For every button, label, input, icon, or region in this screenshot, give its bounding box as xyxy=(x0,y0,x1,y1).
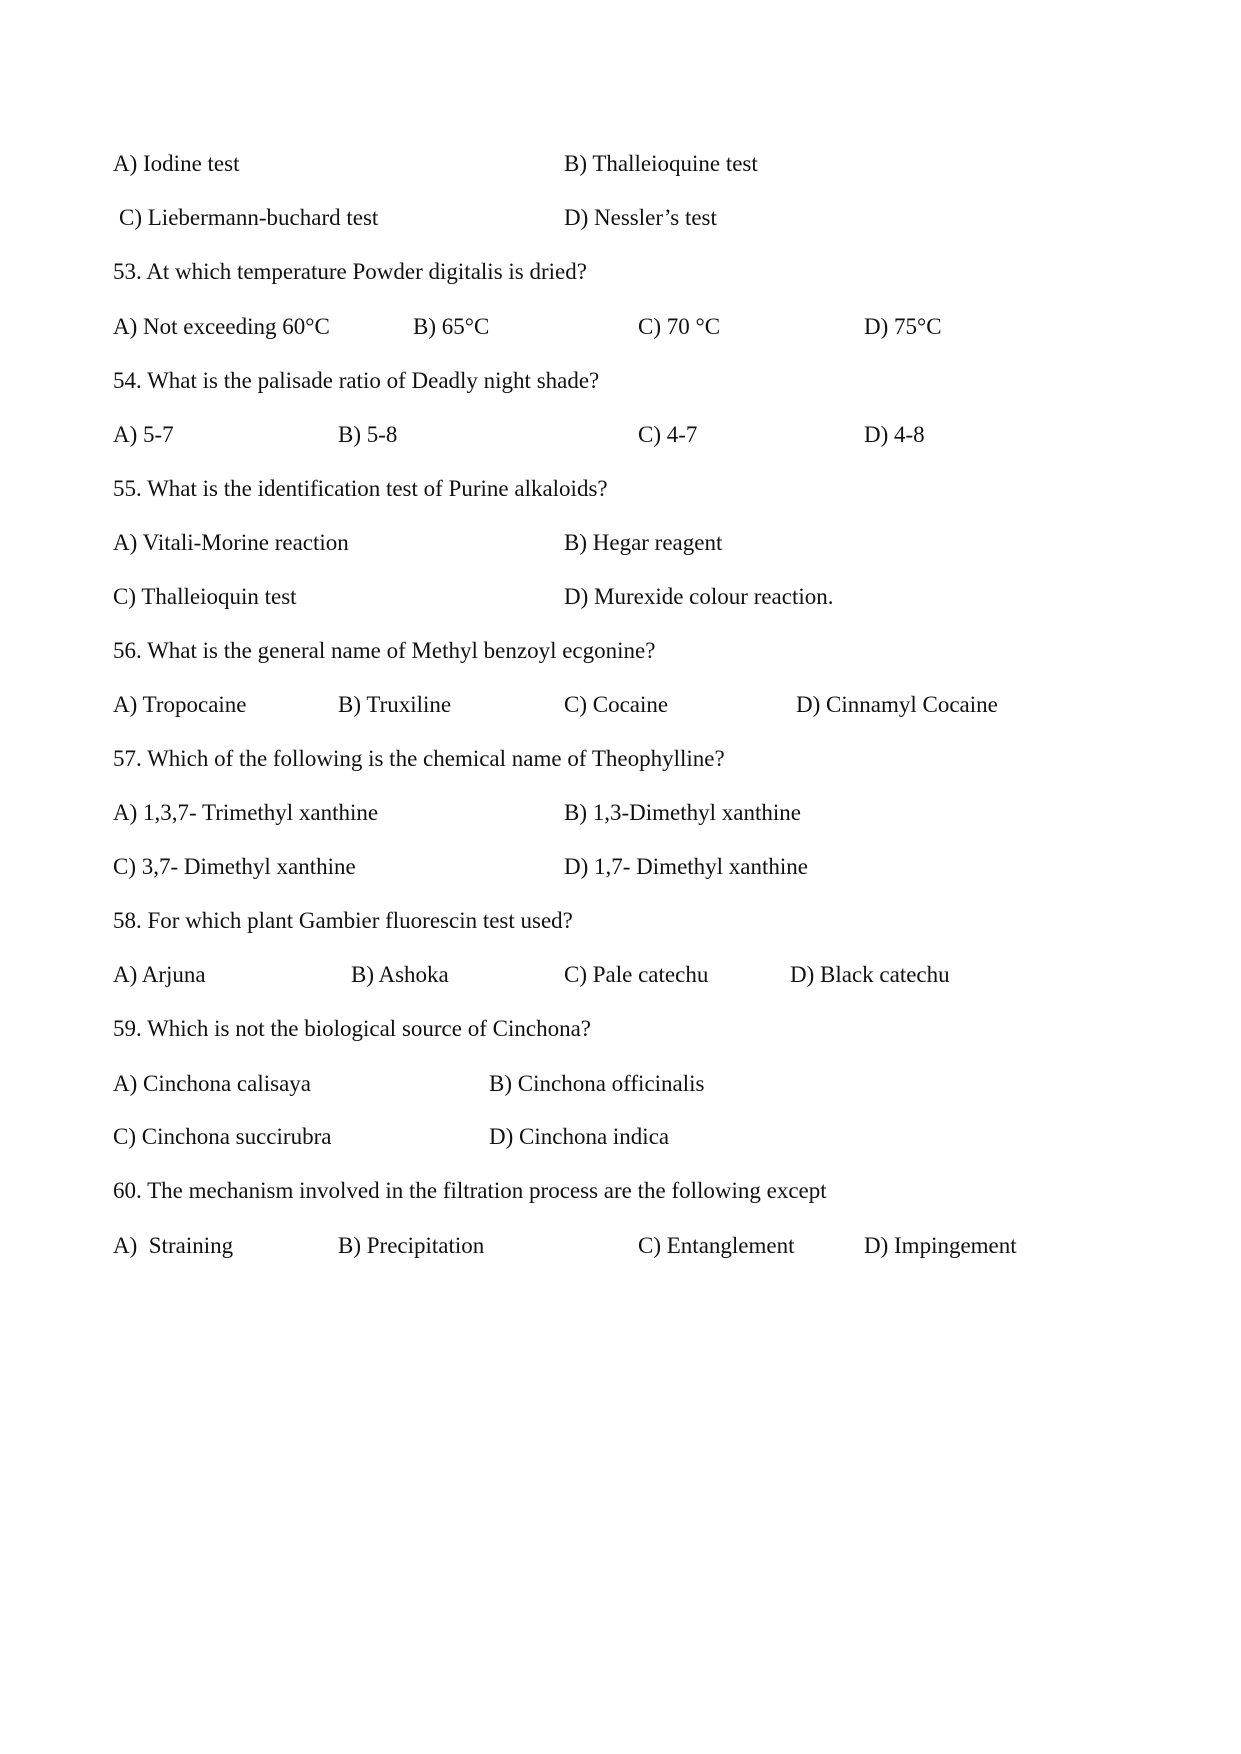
q54-option-a: A) 5-7 xyxy=(113,422,174,447)
q52-option-a: A) Iodine test xyxy=(113,151,240,176)
q57-option-c: C) 3,7- Dimethyl xanthine xyxy=(113,854,356,879)
q55-question-line xyxy=(0,474,1241,504)
q58-option-d: D) Black catechu xyxy=(790,962,950,987)
q57-option-d: D) 1,7- Dimethyl xanthine xyxy=(564,854,809,879)
q54-options-row xyxy=(0,420,1241,450)
q54-option-c: C) 4-7 xyxy=(638,422,698,447)
q57-option-a: A) 1,3,7- Trimethyl xanthine xyxy=(113,800,379,825)
q56-question-line xyxy=(0,636,1241,666)
q58-question: 58. For which plant Gambier fluorescin test used? xyxy=(113,908,573,933)
q53-question-line xyxy=(0,257,1241,287)
q53-option-b: B) 65°C xyxy=(413,314,490,339)
q57-question-line xyxy=(0,744,1241,774)
q55-option-d: D) Murexide colour reaction. xyxy=(564,584,834,609)
q55-options-row-2 xyxy=(0,582,1241,612)
q59-options-row-1 xyxy=(0,1069,1241,1099)
q52-options-row-2 xyxy=(0,203,1241,233)
q59-options-row-2 xyxy=(0,1122,1241,1152)
q60-option-d: D) Impingement xyxy=(864,1233,1017,1258)
q55-options-row-1 xyxy=(0,528,1241,558)
q52-option-b: B) Thalleioquine test xyxy=(564,151,758,176)
q59-question-line xyxy=(0,1014,1241,1044)
q60-question: 60. The mechanism involved in the filtration process are the following except xyxy=(113,1178,827,1203)
q58-option-b: B) Ashoka xyxy=(351,962,449,987)
q58-question-line xyxy=(0,906,1241,936)
q60-question-line xyxy=(0,1176,1241,1206)
q60-option-c: C) Entanglement xyxy=(638,1233,795,1258)
q54-question: 54. What is the palisade ratio of Deadly night shade? xyxy=(113,368,600,393)
q59-option-a: A) Cinchona calisaya xyxy=(113,1071,311,1096)
q53-options-row xyxy=(0,312,1241,342)
q56-options-row xyxy=(0,690,1241,720)
q59-option-b: B) Cinchona officinalis xyxy=(489,1071,705,1096)
q56-option-b: B) Truxiline xyxy=(338,692,452,717)
q52-option-d: D) Nessler’s test xyxy=(564,205,717,230)
q56-option-d: D) Cinnamyl Cocaine xyxy=(796,692,998,717)
q58-option-a: A) Arjuna xyxy=(113,962,206,987)
q55-option-a: A) Vitali-Morine reaction xyxy=(113,530,349,555)
q59-option-c: C) Cinchona succirubra xyxy=(113,1124,332,1149)
q56-option-c: C) Cocaine xyxy=(564,692,669,717)
q57-question: 57. Which of the following is the chemical name of Theophylline? xyxy=(113,746,725,771)
q55-option-b: B) Hegar reagent xyxy=(564,530,723,555)
q53-question: 53. At which temperature Powder digitalis is dried? xyxy=(113,259,587,284)
q57-option-b: B) 1,3-Dimethyl xanthine xyxy=(564,800,801,825)
q57-options-row-1 xyxy=(0,798,1241,828)
q52-option-c: C) Liebermann-buchard test xyxy=(119,205,379,230)
q59-question: 59. Which is not the biological source of Cinchona? xyxy=(113,1016,591,1041)
q54-option-d: D) 4-8 xyxy=(864,422,925,447)
q60-option-a: A) Straining xyxy=(113,1233,234,1258)
q58-option-c: C) Pale catechu xyxy=(564,962,709,987)
q58-options-row xyxy=(0,960,1241,990)
q54-question-line xyxy=(0,366,1241,396)
q56-question: 56. What is the general name of Methyl benzoyl ecgonine? xyxy=(113,638,656,663)
q55-question: 55. What is the identification test of Purine alkaloids? xyxy=(113,476,608,501)
q60-options-row xyxy=(0,1231,1241,1261)
q55-option-c: C) Thalleioquin test xyxy=(113,584,297,609)
q54-option-b: B) 5-8 xyxy=(338,422,398,447)
q59-option-d: D) Cinchona indica xyxy=(489,1124,670,1149)
q56-option-a: A) Tropocaine xyxy=(113,692,247,717)
q53-option-c: C) 70 °C xyxy=(638,314,721,339)
q57-options-row-2 xyxy=(0,852,1241,882)
q53-option-a: A) Not exceeding 60°C xyxy=(113,314,330,339)
q60-option-b: B) Precipitation xyxy=(338,1233,485,1258)
q52-options-row-1 xyxy=(0,149,1241,179)
q53-option-d: D) 75°C xyxy=(864,314,942,339)
